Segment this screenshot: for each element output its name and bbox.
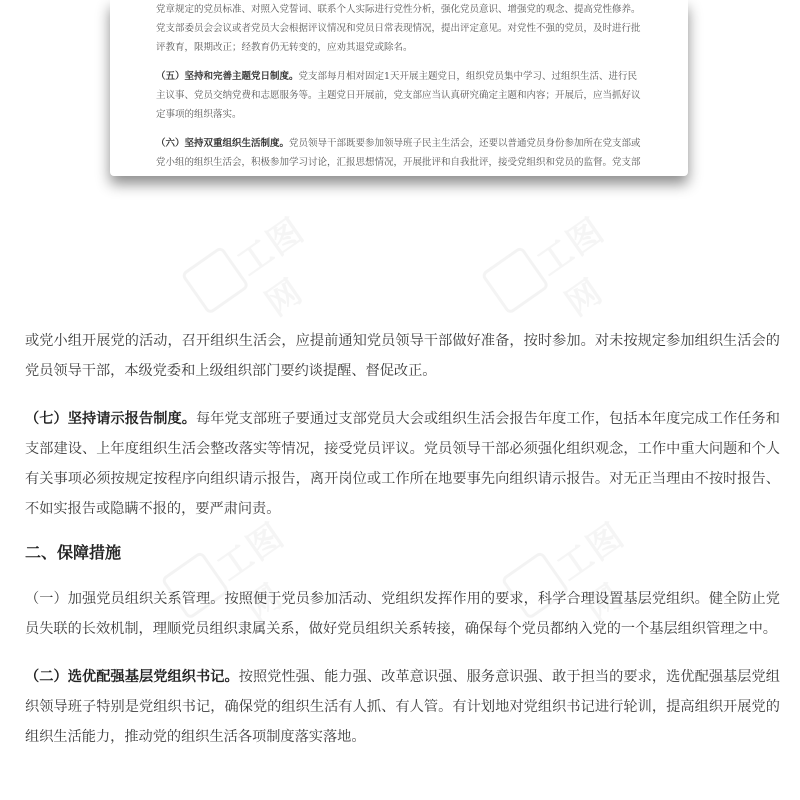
watermark-text: 工图网: [210, 515, 293, 630]
document-body: [25, 326, 780, 752]
paragraph: （一）加强党员组织关系管理。按照便于党员参加活动、党组织发挥作用的要求，科学合理设置基层党组织。健全防止党员失联的长效机制，理顺党员组织隶属关系，做好党员组织关系转接，确保每个党员都纳入党的一个基层组织管理之中。: [25, 591, 780, 637]
preview-paragraph: [156, 67, 642, 124]
paragraph-title: （二）选优配强基层党组织书记。: [25, 669, 239, 685]
paragraph: [25, 662, 780, 752]
preview-paragraph-title: （六）坚持双重组织生活制度。: [156, 138, 290, 149]
paragraph-body: 按照党性强、能力强、改革意识强、服务意识强、敢于担当的要求，选优配强基层党组织领导班子特别是党组织书记，确保党的组织生活有人抓、有人管。有计划地对党组织书记进行轮训，提高组织开展党的组织生活能力，推动党的组织生活各项制度落实落地。: [25, 669, 780, 745]
watermark-text: 工图网: [550, 515, 633, 630]
preview-paragraph-body: 党员领导干部既要参加领导班子民主生活会，还要以普通党员身份参加所在党支部或党小组的组织生活会，积极参加学习讨论，汇报思想情况，开展批评和自我批评，接受党组织和党员的监督。党支部: [156, 138, 641, 168]
preview-paragraph: 党章规定的党员标准、对照入党誓词、联系个人实际进行党性分析，强化党员意识、增强党的观念、提高党性修养。党支部委员会会议或者党员大会根据评议情况和党员日常表现情况，提出评定意见。对党性不强的党员，及时进行批评教育，限期改正；经教育仍无转变的，应劝其退党或除名。: [156, 4, 641, 53]
paragraph-title: （七）坚持请示报告制度。: [25, 411, 196, 427]
section-heading: 二、保障措施: [25, 543, 122, 562]
preview-content: [156, 0, 642, 172]
watermark: [173, 178, 336, 325]
document-preview-card: [110, 0, 688, 176]
paragraph: 或党小组开展党的活动，召开组织生活会，应提前通知党员领导干部做好准备，按时参加。对未按规定参加组织生活会的党员领导干部，本级党委和上级组织部门要约谈提醒、督促改正。: [25, 333, 780, 379]
paragraph: [25, 404, 780, 524]
watermark: [473, 178, 636, 325]
preview-paragraph: [156, 134, 642, 172]
paragraph-body: 每年党支部班子要通过支部党员大会或组织生活会报告年度工作，包括本年度完成工作任务和支部建设、上年度组织生活会整改落实等情况，接受党员评议。党员领导干部必须强化组织观念，工作中重大问题和个人有关事项必须按规定按程序向组织请示报告，离开岗位或工作所在地要事先向组织请示报告。对无正当理由不按时报告、不如实报告或隐瞒不报的，要严肃问责。: [25, 411, 780, 517]
watermark-logo-icon: [480, 245, 550, 315]
watermark-logo-icon: [180, 245, 250, 315]
watermark-text: 工图网: [530, 210, 613, 325]
preview-paragraph-title: （五）坚持和完善主题党日制度。: [156, 71, 299, 82]
preview-paragraph-body: 党支部每月相对固定1天开展主题党日，组织党员集中学习、过组织生活、进行民主议事、党员交纳党费和志愿服务等。主题党日开展前，党支部应当认真研究确定主题和内容；开展后，应当抓好议定事项的组织落实。: [156, 71, 641, 120]
watermark-text: 工图网: [230, 210, 313, 325]
